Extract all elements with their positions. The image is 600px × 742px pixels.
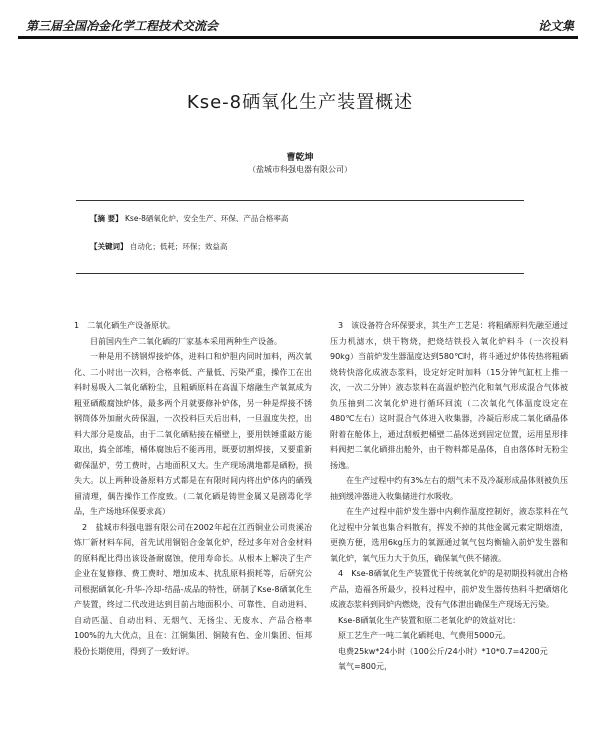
summary-label: 【摘 要】 (90, 214, 123, 223)
header-rule (18, 36, 578, 39)
paragraph: 在生产过程中前炉发生器中内剩作温度控制好，液态浆料在气化过程中分氧也集合料散有，挥发不掉的其他金属元素定期熔渣，更换方便，选用6kg压力的氧源通过氧气包均衡输入前炉发生器和氧化炉，氧气压力大于负压，确保氧气供不储液。 (330, 507, 568, 563)
paragraph: 电费25kw*24小时（100公斤/24小时）*10*0.7=4200元 (338, 646, 548, 656)
paragraph: 目前国内生产二氧化硒的厂家基本采用两种生产设备。 (90, 336, 282, 346)
paper-title: Kse-8硒氧化生产装置概述 (186, 92, 414, 113)
paragraph: 在生产过程中约有3%左右的烟气未不及冷凝形成晶体则被负压抽到缓冲器进入收集储进行水吸收。 (330, 476, 568, 501)
section-name: 论文集 (537, 19, 574, 33)
paragraph: Kse-8硒氧化生产装置和原二老氧化炉的效益对比： (338, 615, 521, 625)
abstract-keywords (90, 241, 227, 252)
paragraph: 3 该设备符合环保要求，其生产工艺是：将粗硒原料先融至通过压力机滤水，烘干物烧，把烧结铁投入氧化炉料斗（一次投料90kg）当前炉发生器温度达到580℃时，将斗通过炉体传热将粗硒烧转快溶化成液态浆料，设定好定时加料（15分钟气缸杠上推一次，一次二分钟）液态浆料在高温炉腔汽化和氧气形成混合气体被负压抽到二次氧化炉进行循环回流（二次氧化气体温度设定在480℃左右）这时混合气体进入收集器，冷凝后形成二氧化硒晶体附着在舱体上，通过刮板把桶壁二晶体送到固定位置，运用星形排料阀把二氧化硒排出舱外，由于物料都是晶体，自由落体时无粉尘扬逸。 (330, 321, 568, 470)
paragraph: 2 盐城市科强电器有限公司在2002年起在江西铜业公司贵溪冶炼厂新材料车间，首先试用铜铝合金氧化炉，经过多年对合金材料的原料配比得出该设备耐腐蚀，使用寿命长。从根本上解决了生产企业在复修修、费工费时、增加成本、扰乱原料损耗等，后研究公司根据硒氧化-升华-冷却-结晶-成品的特性，研制了Kse-8硒氧化生产装置，终过二代改进达到目前占地面积小、可靠性、自动进料、自动匹温、自动出料、无烟气、无扬尘、无废水、产品合格率100%的九大优点，且在：江铜集团、铜陵有色、金川集团、恒邦股份长期使用，得到了一致好评。 (74, 522, 312, 656)
running-header (20, 16, 576, 36)
keywords-label: 【关键词】 (90, 242, 128, 251)
right-column (330, 318, 568, 675)
paragraph: 一种是用不锈钢焊接炉体，进料口和炉胆内同时加料，两次氧化、二小时出一次料，合格率低、产量低、污染严重，操作工在出料时易吸入二氧化硒粉尘，且粗硒原料在高温下熔融生产氧氮成为粗亚硒酸腐蚀炉体，最多两个月就要修补炉体，另一种是焊接不锈钢筒体外加耐火砖保温，一次投料巨天后出料，一旦温度失控，出料大部分是废品，由于二氧化硒粘接在桶壁上，要用铁锤重敲方能取出，捣全部堆，桶体腐蚀后不能再用，既要切割焊接，又要重新砌保温炉，劳工费时，占地面积又大。生产现场满地都是硒粉，损失大。以上两种设备原料方式都是在有限时间内将出炉体内的硒残留清理，偶告操作工作度致。（二氧化硒是铸世金属又是剧毒化学品，生产场地环保要求高） (74, 352, 312, 516)
conference-name: 第三届全国冶金化学工程技术交流会 (26, 19, 219, 33)
abstract-summary (90, 213, 288, 224)
keywords-text: 自动化；低耗；环保；效益高 (129, 242, 228, 251)
paragraph: 原工艺生产一吨二氧化硒耗电、气费用5000元。 (338, 631, 511, 640)
left-column (74, 318, 312, 659)
summary-text: Kse-8硒氧化炉、安全生产、环保、产品合格率高 (125, 214, 289, 223)
abstract-box (76, 200, 524, 274)
paragraph: 1 二氧化硒生产设备原状。 (74, 321, 176, 330)
paragraph: 氧气=800元， (338, 662, 392, 671)
author-name: 曹乾坤 (286, 153, 314, 163)
author-affiliation: （盐城市科强电器有限公司） (248, 165, 352, 174)
paragraph: 4 Kse-8硒氧化生产装置优于传统氧化炉的是初期投料就出合格产品，造福各所最少，投料过程中，前炉发生器传热料斗把硒熔化成液态浆料到同炉内燃烧，没有气体泄出确保生产现场无污染。 (330, 569, 568, 609)
